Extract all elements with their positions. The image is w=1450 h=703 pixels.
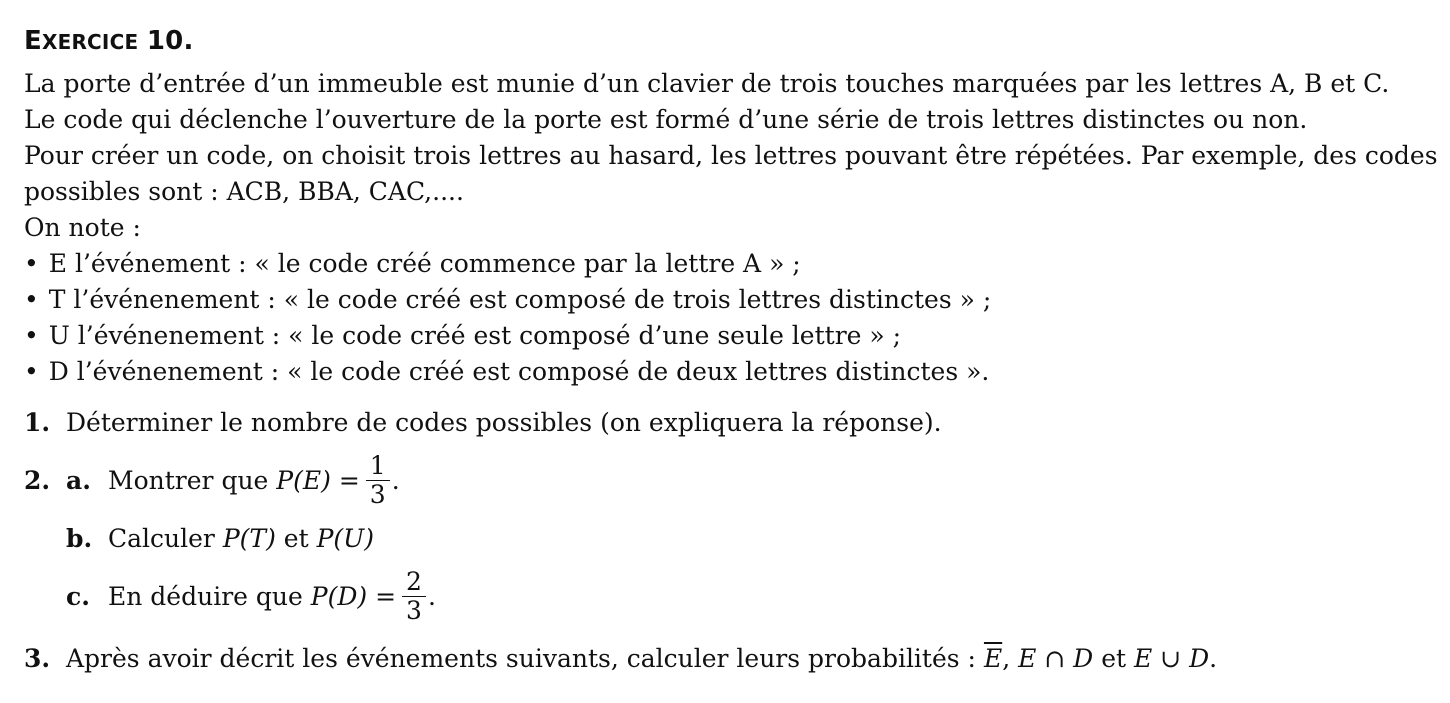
numerator: 2: [402, 568, 426, 597]
exercise: [24, 22, 1444, 680]
denominator: 3: [369, 479, 386, 509]
math-expression: P(U): [316, 523, 374, 553]
math-expression: P(T): [222, 523, 276, 553]
exercise-title: [24, 26, 1444, 56]
math-expression: P(D) =: [310, 581, 397, 611]
bullet-event-d: [24, 354, 1444, 390]
question-2a: [24, 448, 1444, 512]
bullet-dot: •: [24, 321, 39, 350]
question-2c: [24, 564, 1444, 628]
bullet-dot: •: [24, 249, 39, 278]
period: .: [427, 581, 436, 611]
intro-line-4: possibles sont : ACB, BBA, CAC,....: [24, 177, 464, 206]
intro-line-1: La porte d’entrée d’un immeuble est munie d’un clavier de trois touches marquées par les lettres A, B et C.: [24, 69, 1390, 98]
fraction: [366, 452, 390, 509]
bullet-event-u: [24, 318, 1444, 354]
bullet-dot: •: [24, 285, 39, 314]
subquestion-label: c.: [66, 581, 90, 611]
bullet-text: E l’événement : « le code créé commence par la lettre A » ;: [48, 249, 801, 278]
numerator: 1: [366, 452, 390, 481]
title-number: 10.: [146, 26, 194, 56]
period: .: [1209, 643, 1218, 673]
question-number: 2.: [24, 465, 51, 495]
denominator: 3: [406, 595, 422, 625]
subquestion-label: a.: [66, 465, 91, 495]
conjunction: et: [283, 523, 309, 553]
bullet-text: D l’événenement : « le code créé est composé de deux lettres distinctes ».: [48, 357, 990, 386]
question-number: 3.: [24, 643, 51, 673]
period: .: [391, 465, 400, 495]
question-text: Calculer: [108, 523, 215, 553]
conjunction: et: [1101, 643, 1127, 673]
fraction: [402, 568, 426, 625]
title-rest: XERCICE: [41, 30, 139, 54]
question-2b: [24, 516, 1444, 560]
question-3: [24, 636, 1444, 680]
question-number: 1.: [24, 407, 51, 437]
union-expression: E ∪ D: [1133, 643, 1210, 673]
bullet-dot: •: [24, 357, 39, 386]
question-text: Après avoir décrit les événements suivants, calculer leurs probabilités :: [66, 643, 976, 673]
bullet-event-t: [24, 282, 1444, 318]
bullet-text: U l’événenement : « le code créé est composé d’une seule lettre » ;: [48, 321, 902, 350]
question-text: En déduire que: [108, 581, 303, 611]
question-1: [24, 404, 1444, 440]
bullet-event-e: [24, 246, 1444, 282]
intersection-expression: E ∩ D: [1018, 643, 1094, 673]
bullet-text: T l’événenement : « le code créé est composé de trois lettres distinctes » ;: [48, 285, 992, 314]
intro-line-5: On note :: [24, 213, 141, 242]
question-text: Montrer que: [108, 465, 269, 495]
math-expression: P(E) =: [276, 465, 360, 495]
complement-e: $\overline{E}$: [983, 643, 1003, 673]
title-initial: E: [24, 26, 42, 56]
question-text: Déterminer le nombre de codes possibles (on expliquera la réponse).: [66, 407, 942, 437]
comma: ,: [1002, 643, 1011, 673]
intro-line-2: Le code qui déclenche l’ouverture de la porte est formé d’une série de trois lettres distinctes ou non.: [24, 105, 1308, 134]
intro-line-3: Pour créer un code, on choisit trois lettres au hasard, les lettres pouvant être répétées. Par exemple, des codes: [24, 141, 1438, 170]
subquestion-label: b.: [66, 523, 93, 553]
